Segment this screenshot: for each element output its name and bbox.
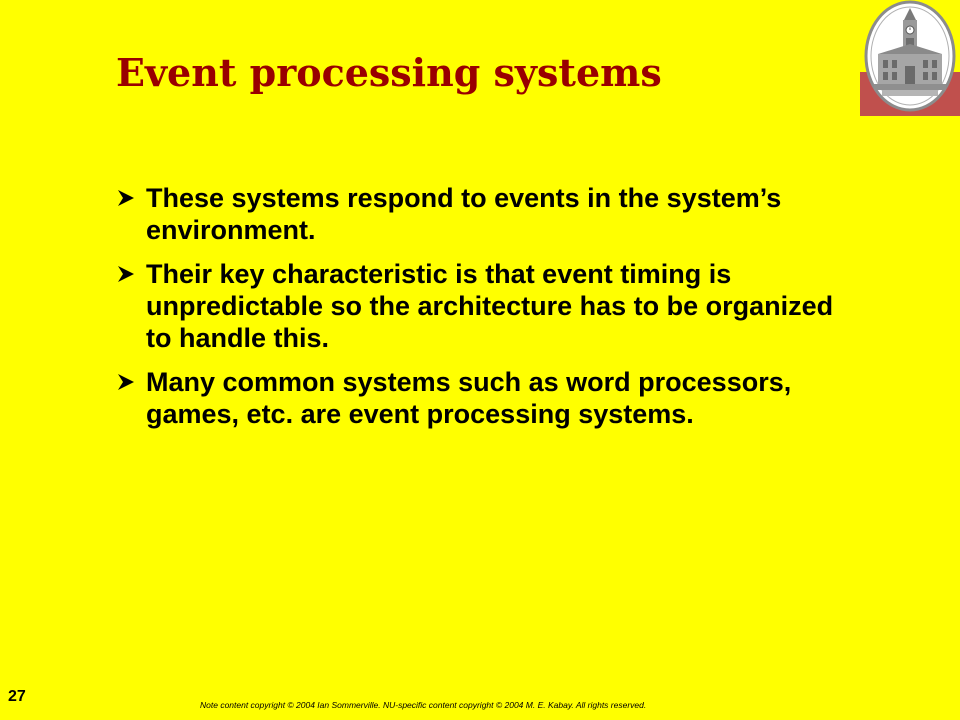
university-logo: [860, 0, 960, 116]
bullet-text: Their key characteristic is that event timing is unpredictable so the architecture has to be organized to handle this.: [146, 259, 834, 353]
arrow-bullet-icon: [116, 182, 146, 214]
bullet-list: [116, 182, 856, 442]
bullet-item: [116, 182, 856, 246]
bullet-text: Many common systems such as word processors, games, etc. are event processing systems.: [146, 367, 792, 429]
slide-title: Event processing systems: [116, 50, 662, 95]
page-number: 27: [8, 688, 26, 705]
copyright-footer: Note content copyright © 2004 Ian Sommerville. NU-specific content copyright © 2004 M. E. Kabay. All rights reserved.: [200, 700, 647, 710]
bullet-item: [116, 258, 856, 354]
bullet-item: [116, 366, 856, 430]
clock-tower-seal-icon: [860, 0, 960, 116]
bullet-text: These systems respond to events in the system’s environment.: [146, 183, 782, 245]
arrow-bullet-icon: [116, 366, 146, 398]
arrow-bullet-icon: [116, 258, 146, 290]
